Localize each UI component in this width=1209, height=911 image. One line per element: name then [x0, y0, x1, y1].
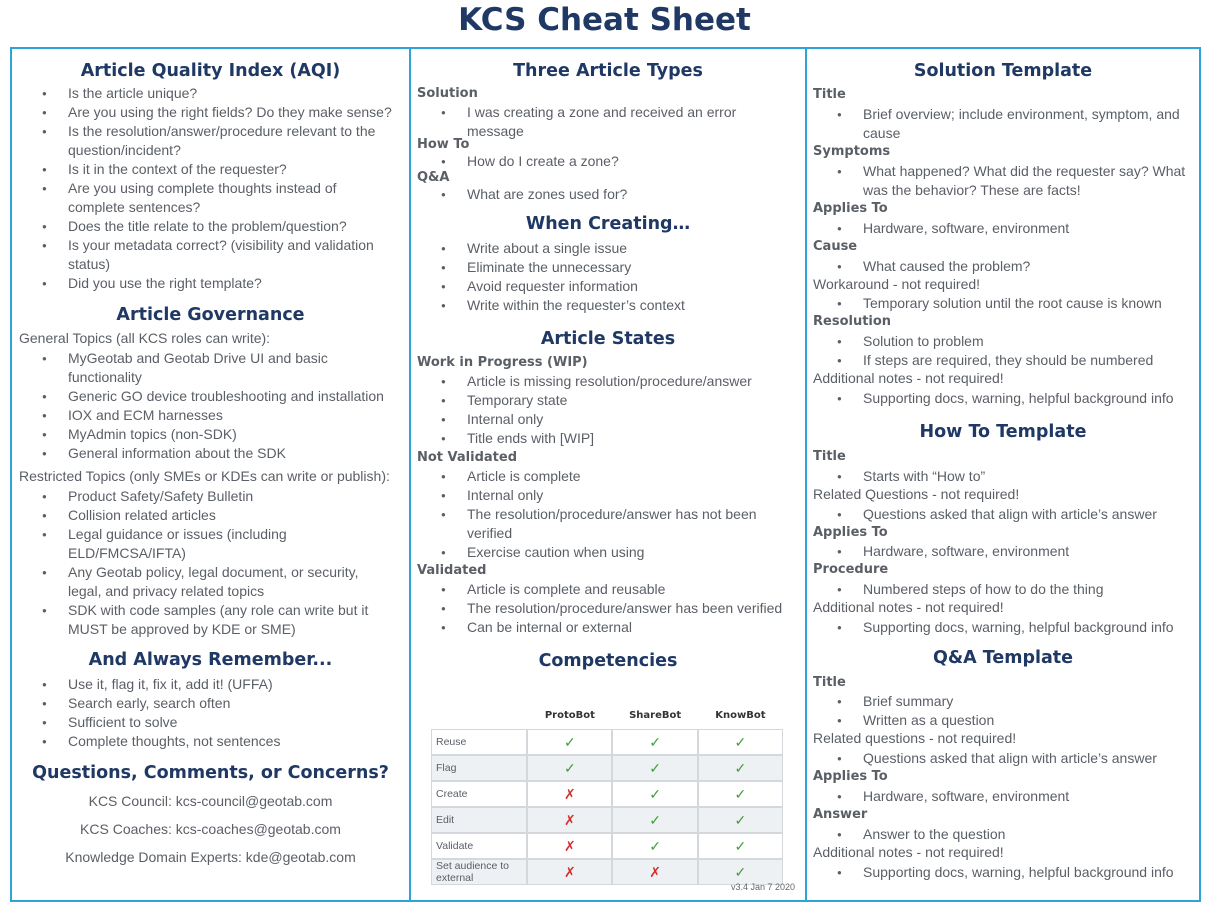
- table-row: [431, 781, 783, 807]
- aqi-list: [12, 84, 409, 293]
- sol-notes-label: Additional notes - not required!: [813, 370, 1004, 386]
- sol-applies-label: Applies To: [813, 201, 888, 216]
- howto-title-list: [807, 467, 1199, 486]
- cross-icon: ✗: [612, 859, 697, 885]
- list-item: ● Collision related articles: [12, 506, 409, 525]
- list-item: ● The resolution/procedure/answer has not been verified: [411, 505, 805, 543]
- qa-title-list: [807, 692, 1199, 730]
- solution-template-heading: Solution Template: [913, 61, 1093, 81]
- check-icon: ✓: [698, 859, 783, 885]
- list-item: ● Starts with “How to”: [807, 467, 1199, 486]
- row-label: Reuse: [431, 729, 527, 755]
- check-icon: ✓: [612, 833, 697, 859]
- remember-heading: And Always Remember...: [88, 650, 333, 670]
- column-header: ProtoBot: [544, 709, 595, 721]
- list-item: ● Article is complete: [411, 467, 805, 486]
- type-howto-label: How To: [417, 137, 470, 152]
- list-item: ● The resolution/procedure/answer has been verified: [411, 599, 805, 618]
- qa-template-heading: Q&A Template: [932, 648, 1074, 668]
- state-notvalidated-list: [411, 467, 805, 562]
- states-heading: Article States: [540, 329, 676, 349]
- list-item: ● Brief summary: [807, 692, 1199, 711]
- qa-answer-label: Answer: [813, 807, 868, 822]
- list-item: ● Internal only: [411, 486, 805, 505]
- list-item: ● Exercise caution when using: [411, 543, 805, 562]
- list-item: ● Is the resolution/answer/procedure relevant to the question/incident?: [12, 122, 409, 160]
- column-right: [805, 49, 1199, 900]
- list-item: ● Supporting docs, warning, helpful background info: [807, 863, 1199, 882]
- list-item: ● Write within the requester’s context: [411, 296, 805, 315]
- qa-related-label: Related questions - not required!: [813, 730, 1017, 746]
- state-notvalidated-label: Not Validated: [417, 450, 518, 465]
- list-item: ● Product Safety/Safety Bulletin: [12, 487, 409, 506]
- howto-applies-label: Applies To: [813, 525, 888, 540]
- check-icon: ✓: [612, 755, 697, 781]
- list-item: ● MyAdmin topics (non-SDK): [12, 425, 409, 444]
- type-qa-list: [411, 185, 805, 204]
- howto-procedure-label: Procedure: [813, 562, 889, 577]
- list-item: ● Eliminate the unnecessary: [411, 258, 805, 277]
- version-label: v3.4 Jan 7 2020: [730, 882, 795, 892]
- list-item: ● Can be internal or external: [411, 618, 805, 637]
- state-validated-label: Validated: [417, 563, 487, 578]
- list-item: ● Title ends with [WIP]: [411, 429, 805, 448]
- list-item: ● Use it, flag it, fix it, add it! (UFFA): [12, 675, 409, 694]
- sol-symptoms-list: [807, 162, 1199, 200]
- list-item: ● Hardware, software, environment: [807, 542, 1199, 561]
- list-item: ● Hardware, software, environment: [807, 219, 1199, 238]
- howto-applies-list: [807, 542, 1199, 561]
- list-item: ● Internal only: [411, 410, 805, 429]
- column-header: ShareBot: [629, 709, 682, 721]
- table-row: [431, 729, 783, 755]
- sol-symptoms-label: Symptoms: [813, 144, 891, 159]
- list-item: ● IOX and ECM harnesses: [12, 406, 409, 425]
- cross-icon: ✗: [527, 781, 612, 807]
- contact-coaches: KCS Coaches: kcs-coaches@geotab.com: [80, 821, 341, 837]
- cross-icon: ✗: [527, 833, 612, 859]
- list-item: ● Supporting docs, warning, helpful background info: [807, 618, 1199, 637]
- list-item: ● Brief overview; include environment, symptom, and cause: [807, 105, 1199, 143]
- type-howto-list: [411, 152, 805, 171]
- qa-related-list: [807, 749, 1199, 768]
- creating-heading: When Creating…: [525, 214, 691, 234]
- check-icon: ✓: [527, 729, 612, 755]
- general-topics-list: [12, 349, 409, 463]
- list-item: ● Avoid requester information: [411, 277, 805, 296]
- sol-cause-label: Cause: [813, 239, 858, 254]
- sol-resolution-label: Resolution: [813, 314, 892, 329]
- list-item: ● Generic GO device troubleshooting and installation: [12, 387, 409, 406]
- list-item: ● Temporary state: [411, 391, 805, 410]
- aqi-heading: Article Quality Index (AQI): [80, 61, 341, 81]
- list-item: ● SDK with code samples (any role can write but it MUST be approved by KDE or SME): [12, 601, 409, 639]
- column-header: KnowBot: [715, 709, 766, 721]
- table-corner: [431, 701, 527, 729]
- contact-kde: Knowledge Domain Experts: kde@geotab.com: [65, 849, 356, 865]
- check-icon: ✓: [527, 755, 612, 781]
- qa-title-label: Title: [813, 675, 846, 690]
- list-item: ● Are you using complete thoughts instead of complete sentences?: [12, 179, 409, 217]
- cross-icon: ✗: [527, 859, 612, 885]
- check-icon: ✓: [698, 807, 783, 833]
- list-item: ● Search early, search often: [12, 694, 409, 713]
- list-item: ● Questions asked that align with article’s answer: [807, 749, 1199, 768]
- sol-workaround-list: [807, 294, 1199, 313]
- list-item: ● Supporting docs, warning, helpful background info: [807, 389, 1199, 408]
- list-item: ● Written as a question: [807, 711, 1199, 730]
- howto-template-heading: How To Template: [919, 422, 1087, 442]
- row-label: Flag: [431, 755, 527, 781]
- list-item: ● Legal guidance or issues (including ELD/FMCSA/IFTA): [12, 525, 409, 563]
- row-label: Create: [431, 781, 527, 807]
- cheat-sheet-frame: [10, 47, 1201, 902]
- howto-procedure-list: [807, 580, 1199, 599]
- sol-title-label: Title: [813, 87, 846, 102]
- list-item: ● Is it in the context of the requester?: [12, 160, 409, 179]
- type-solution-list: [411, 103, 805, 141]
- competencies-heading: Competencies: [538, 651, 678, 671]
- qa-answer-list: [807, 825, 1199, 844]
- types-heading: Three Article Types: [513, 61, 703, 81]
- restricted-topics-label: Restricted Topics (only SMEs or KDEs can write or publish):: [19, 468, 390, 484]
- row-label: Set audience to external: [431, 859, 527, 885]
- state-validated-list: [411, 580, 805, 637]
- state-wip-list: [411, 372, 805, 448]
- list-item: ● Article is complete and reusable: [411, 580, 805, 599]
- sol-cause-list: [807, 257, 1199, 276]
- creating-list: [411, 239, 805, 315]
- sol-applies-list: [807, 219, 1199, 238]
- check-icon: ✓: [698, 833, 783, 859]
- howto-notes-list: [807, 618, 1199, 637]
- howto-notes-label: Additional notes - not required!: [813, 599, 1004, 615]
- list-item: ● Numbered steps of how to do the thing: [807, 580, 1199, 599]
- list-item: ● How do I create a zone?: [411, 152, 805, 171]
- sol-workaround-label: Workaround - not required!: [813, 276, 981, 292]
- cross-icon: ✗: [527, 807, 612, 833]
- howto-related-list: [807, 505, 1199, 524]
- row-label: Edit: [431, 807, 527, 833]
- contact-council: KCS Council: kcs-council@geotab.com: [88, 793, 333, 809]
- sol-title-list: [807, 105, 1199, 143]
- list-item: ● What are zones used for?: [411, 185, 805, 204]
- list-item: ● Solution to problem: [807, 332, 1199, 351]
- howto-related-label: Related Questions - not required!: [813, 486, 1020, 502]
- list-item: ● Any Geotab policy, legal document, or security, legal, and privacy related topics: [12, 563, 409, 601]
- list-item: ● Sufficient to solve: [12, 713, 409, 732]
- qa-notes-list: [807, 863, 1199, 882]
- list-item: ● Complete thoughts, not sentences: [12, 732, 409, 751]
- list-item: ● What happened? What did the requester say? What was the behavior? These are facts!: [807, 162, 1199, 200]
- list-item: ● Are you using the right fields? Do they make sense?: [12, 103, 409, 122]
- list-item: ● What caused the problem?: [807, 257, 1199, 276]
- list-item: ● Questions asked that align with article’s answer: [807, 505, 1199, 524]
- list-item: ● Article is missing resolution/procedure/answer: [411, 372, 805, 391]
- list-item: ● Is the article unique?: [12, 84, 409, 103]
- column-middle: [409, 49, 805, 900]
- type-qa-label: Q&A: [417, 170, 450, 185]
- list-item: ● I was creating a zone and received an error message: [411, 103, 805, 141]
- list-item: ● Temporary solution until the root cause is known: [807, 294, 1199, 313]
- check-icon: ✓: [698, 755, 783, 781]
- list-item: ● If steps are required, they should be numbered: [807, 351, 1199, 370]
- sol-notes-list: [807, 389, 1199, 408]
- check-icon: ✓: [698, 729, 783, 755]
- remember-list: [12, 675, 409, 751]
- list-item: ● Does the title relate to the problem/question?: [12, 217, 409, 236]
- qa-applies-label: Applies To: [813, 769, 888, 784]
- table-row: [431, 807, 783, 833]
- check-icon: ✓: [612, 807, 697, 833]
- governance-heading: Article Governance: [116, 305, 305, 325]
- check-icon: ✓: [612, 729, 697, 755]
- table-row: [431, 755, 783, 781]
- list-item: ● Answer to the question: [807, 825, 1199, 844]
- list-item: ● Did you use the right template?: [12, 274, 409, 293]
- table-row: [431, 833, 783, 859]
- type-solution-label: Solution: [417, 86, 478, 101]
- list-item: ● General information about the SDK: [12, 444, 409, 463]
- row-label: Validate: [431, 833, 527, 859]
- qa-notes-label: Additional notes - not required!: [813, 844, 1004, 860]
- list-item: ● Hardware, software, environment: [807, 787, 1199, 806]
- questions-heading: Questions, Comments, or Concerns?: [32, 763, 389, 783]
- list-item: ● Is your metadata correct? (visibility and validation status): [12, 236, 409, 274]
- sol-resolution-list: [807, 332, 1199, 370]
- check-icon: ✓: [612, 781, 697, 807]
- general-topics-label: General Topics (all KCS roles can write):: [19, 330, 271, 346]
- competencies-table: [431, 701, 783, 885]
- qa-applies-list: [807, 787, 1199, 806]
- check-icon: ✓: [698, 781, 783, 807]
- state-wip-label: Work in Progress (WIP): [417, 355, 588, 370]
- list-item: ● Write about a single issue: [411, 239, 805, 258]
- column-left: [12, 49, 409, 900]
- restricted-topics-list: [12, 487, 409, 639]
- page-title: KCS Cheat Sheet: [458, 2, 751, 38]
- howto-title-label: Title: [813, 449, 846, 464]
- list-item: ● MyGeotab and Geotab Drive UI and basic functionality: [12, 349, 409, 387]
